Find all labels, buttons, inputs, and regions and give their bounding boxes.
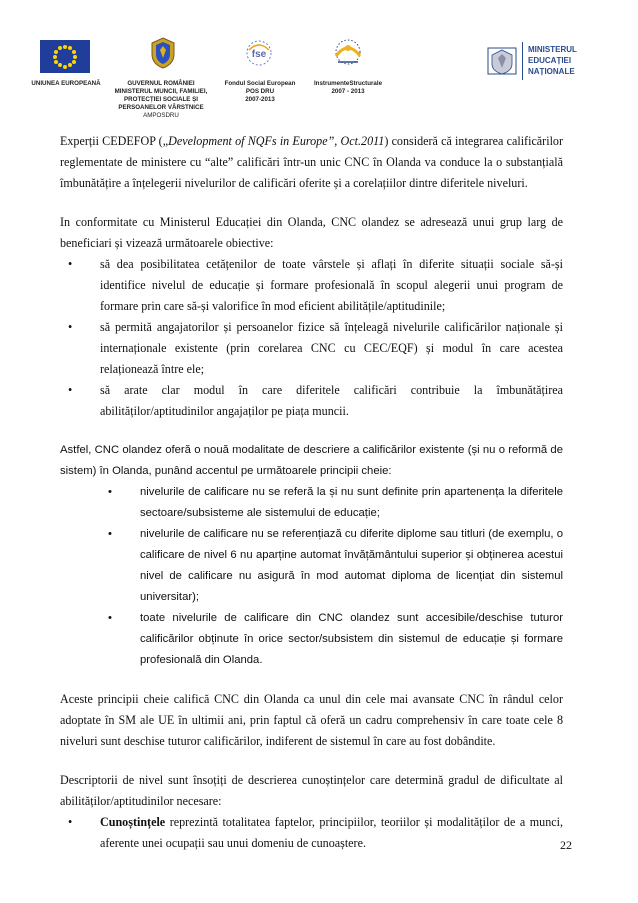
instrumente-label-line: 2007 - 2013 (331, 88, 365, 95)
document-body (60, 131, 563, 854)
fse-logo-icon (243, 38, 275, 68)
ministry-divider (522, 42, 523, 80)
paragraph-cedefop (60, 131, 563, 194)
paragraph-text: Aceste principii cheie califică CNC din Olanda ca unul din cele mai avansate CNC în rândul celor adoptate în SM ale UE în ultimii ani, prin faptul că oferă un cadru comprehensiv în care toate cele 8 niveluri sunt deschise tuturor calificărilor, indiferent de sistemul în care au fost dobândite. (60, 692, 563, 748)
eu-star-icon (58, 63, 62, 67)
ministry-name-line: NAȚIONALE (528, 67, 575, 76)
eu-star-icon (54, 60, 58, 64)
fse-label-line: Fondul Social European (224, 80, 296, 87)
eu-star-icon (73, 55, 77, 59)
descriptors-list (60, 812, 563, 854)
principles-list (60, 482, 563, 671)
page-number: 22 (560, 838, 572, 852)
eu-label: UNIUNEA EUROPEANĂ (31, 80, 101, 87)
list-item (60, 482, 563, 524)
eu-star-icon (54, 50, 58, 54)
list-item (60, 380, 563, 422)
list-item (60, 812, 563, 854)
bullet-icon: • (68, 320, 73, 334)
ministry-name (528, 44, 577, 77)
paragraph-principles-intro (60, 440, 563, 482)
list-item (60, 608, 563, 671)
list-item-text: nivelurile de calificare nu se referențiază cu diferite diplome sau titluri (de exemplu, o calificare de nivel 6 nu aparține automat învățământului superior și obținerea acestui nivel de calificare nu asigură în mod automat diploma de licențiat din sistemul universitar); (140, 528, 563, 603)
eu-star-icon (68, 46, 72, 50)
bullet-icon: • (68, 815, 73, 829)
paragraph-advanced-cnc (60, 689, 563, 752)
document-header (0, 0, 638, 130)
eu-star-icon (68, 63, 72, 67)
fse-label-line: POS DRU (245, 88, 275, 95)
publication-title: Development of NQFs in Europe”, Oct.2011 (168, 134, 385, 148)
government-label-line: PROTECȚIEI SOCIALE ȘI (124, 96, 198, 103)
ministry-name-line: EDUCAȚIEI (528, 56, 572, 65)
eu-star-icon (63, 45, 67, 49)
paragraph-text: In conformitate cu Ministerul Educației din Olanda, CNC olandez se adresează unui grup larg de beneficiari și vizează următoarele obiective: (60, 215, 563, 250)
paragraph-descriptors (60, 770, 563, 812)
eu-star-icon (72, 60, 76, 64)
list-item-text: să arate clar modul în care diferitele calificări contribuie la îmbunătățirea abilităților/aptitudinilor angajaților pe piața muncii. (100, 383, 563, 418)
list-item-text: să permită angajatorilor și persoanelor fizice să înțeleagă nivelurile calificărilor naționale și internaționale existente (prin corelarea CNC cu CEC/EQF) și modul în care acestea relaționează între ele; (100, 320, 563, 376)
bullet-icon: • (108, 612, 112, 624)
fse-label-line: 2007-2013 (245, 96, 275, 103)
list-item-text: toate nivelurile de calificare din CNC olandez sunt accesibile/deschise tuturor calificărilor obținute în orice sector/subsistem din sistemul de educație și formare profesională din Olanda. (140, 612, 563, 666)
ministry-education-logo (486, 42, 592, 82)
bullet-icon: • (68, 383, 73, 397)
government-label-line: GUVERNUL ROMÂNIEI (127, 80, 195, 87)
romania-coat-of-arms-icon (150, 36, 176, 70)
bullet-icon: • (108, 486, 112, 498)
government-label-line: MINISTERUL MUNCII, FAMILIEI, (114, 88, 208, 95)
list-item (60, 524, 563, 608)
paragraph-text: ) consideră că integrarea calificărilor reglementate de ministere cu “alte” calificări într-un unic CNC în Olanda va conduce la o substanțială îmbunătățire a înțelegerii nivelurilor de calificări oferite și a corelațiilor dintre diferitele niveluri. (60, 134, 564, 190)
government-label-line: AMPOSDRU (143, 112, 179, 119)
eu-flag-icon (40, 40, 90, 73)
bullet-icon: • (68, 257, 73, 271)
list-item (60, 317, 563, 380)
ministry-crest-icon (486, 44, 518, 78)
government-label-line: PERSOANELOR VÂRSTNICE (118, 104, 204, 111)
bullet-icon: • (108, 528, 112, 540)
instrumente-label-line: InstrumenteStructurale (313, 80, 383, 87)
eu-star-icon (63, 65, 67, 69)
paragraph-text: Astfel, CNC olandez oferă o nouă modalitate de descriere a calificărilor existente (și nu o reformă de sistem) în Olanda, punând accentul pe următoarele principii cheie: (60, 444, 563, 477)
list-item-text: reprezintă totalitatea faptelor, principiilor, teoriilor și modalităților de a munci, aferente unei ocupații sau unui domeniu de cunoaștere. (100, 815, 563, 850)
instrumente-label (303, 80, 393, 96)
fse-label (218, 80, 302, 104)
paragraph-objectives-intro (60, 212, 563, 254)
eu-star-icon (58, 46, 62, 50)
list-item-text: să dea posibilitatea cetățenilor de toate vârstele și aflați în diferite situații sociale să-și identifice nivelul de educație și formare profesională în scopul alegerii unui program de formare prin care să-și valorifice în mod eficient abilitățile/aptitudinile; (100, 257, 563, 313)
government-label (112, 80, 210, 120)
eu-star-icon (53, 55, 57, 59)
fse-logo-text: fse (251, 49, 267, 60)
paragraph-text: Descriptorii de nivel sunt însoțiți de descrierea cunoștințelor care determină gradul de dificultate al abilităților/aptitudinilor necesare: (60, 773, 563, 808)
objectives-list (60, 254, 563, 422)
instrumente-structurale-logo-icon (328, 36, 368, 72)
list-item (60, 254, 563, 317)
ministry-name-line: MINISTERUL (528, 45, 577, 54)
list-item-text: nivelurile de calificare nu se referă la și nu sunt definite prin apartenența la diferitele sectoare/subsisteme ale sistemului de educație; (140, 486, 563, 519)
eu-star-icon (72, 50, 76, 54)
paragraph-text: Experții CEDEFOP („ (60, 134, 169, 148)
term-bold: Cunoștințele (100, 815, 166, 829)
